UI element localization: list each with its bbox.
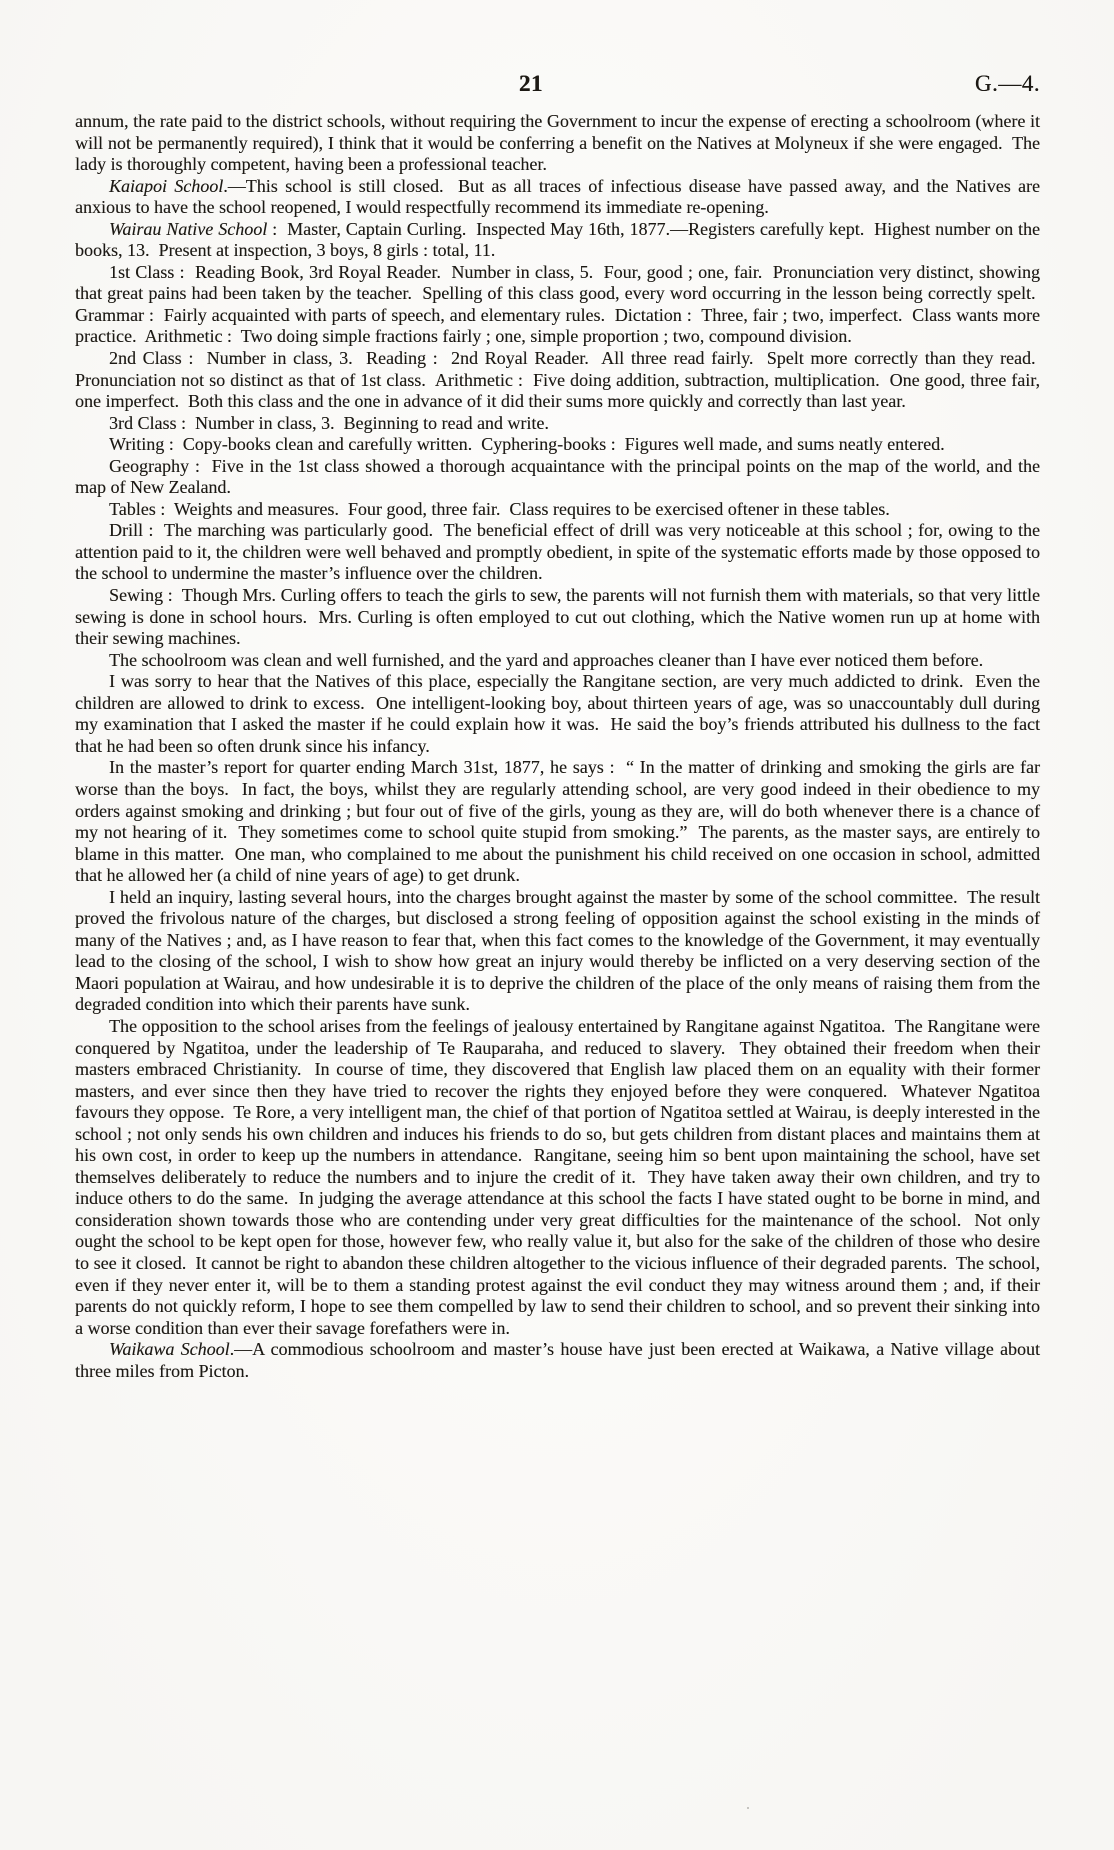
document-body — [75, 111, 1040, 1382]
text-segment: Writing : Copy-books clean and carefully written. Cyphering-books : Figures well made, and sums neatly entered. — [109, 434, 945, 455]
text-segment: The opposition to the school arises from the feelings of jealousy entertained by Rangitane against Ngatitoa. The Rangitane were conquered by Ngatitoa, under the leadership of Te Rauparaha, and reduced to slavery. They obtained their freedom when their masters embraced Christianity. In course of time, they discovered that English law placed them on an equality with their former masters, and ever since then they have tried to recover the rights they enjoyed before they were conquered. Whatever Ngatitoa favours they oppose. Te Rore, a very intelligent man, the chief of that portion of Ngatitoa settled at Wairau, is deeply interested in the school ; not only sends his own children and induces his friends to do so, but gets children from distant places and maintains them at his own cost, in order to keep up the numbers in attendance. Rangitane, seeing him so bent upon maintaining the school, have set themselves deliberately to reduce the numbers and to injure the credit of it. They have taken away their own children, and try to induce others to do the same. In judging the average attendance at this school the facts I have stated ought to be borne in mind, and consideration shown towards those who are contending under very great difficulties for the maintenance of the school. Not only ought the school to be kept open for those, however few, who really value it, but also for the sake of the children of those who desire to see it closed. It cannot be right to abandon these children altogether to the vicious influence of their degraded parents. The school, even if they never enter it, will be to them a standing protest against the evil conduct they may witness around them ; and, if their parents do not quickly reform, I hope to see them compelled by law to send their children to school, and so prevent their sinking into a worse condition than ever their savage forefathers were in. — [75, 1015, 1040, 1338]
text-segment: : Master, Captain Curling. Inspected May 16th, 1877.—Registers carefully kept. Highest number on the books, 13. Present at inspection, 3 boys, 8 girls : total, 11. — [75, 218, 1041, 261]
paragraph — [75, 650, 1040, 672]
paragraph — [75, 348, 1040, 413]
paragraph — [75, 499, 1040, 521]
text-segment: .—A commodious schoolroom and master’s house have just been erected at Waikawa, a Native village about three miles from Picton. — [75, 1339, 1040, 1381]
paragraph — [75, 671, 1040, 757]
paragraph — [75, 520, 1040, 585]
document-reference: G.—4. — [974, 71, 1040, 96]
text-segment: Drill : The marching was particularly good. The beneficial effect of drill was very noticeable at this school ; for, owing to the attention paid to it, the children were well behaved and promptly obedient, in spite of the systematic efforts made by those opposed to the school to undermine the master’s influence over the children. — [75, 520, 1040, 584]
text-segment: 2nd Class : Number in class, 3. Reading : 2nd Royal Reader. All three read fairly. Spelt more correctly than they read. Pronunciation not so distinct as that of 1st class. Arithmetic : Five doing addition, subtraction, multiplication. One good, three fair, one imperfect. Both this class and the one in advance of it did their sums more quickly and correctly than last year. — [75, 348, 1040, 412]
text-segment: 1st Class : Reading Book, 3rd Royal Reader. Number in class, 5. Four, good ; one, fair. Pronunciation very distinct, showing that great pains had been taken by the teacher. Spelling of this class good, every word occurring in the lesson being correctly spelt. Grammar : Fairly acquainted with parts of speech, and elementary rules. Dictation : Three, fair ; two, imperfect. Class wants more practice. Arithmetic : Two doing simple fractions fairly ; one, simple proportion ; two, compound division. — [75, 261, 1040, 347]
paragraph — [75, 219, 1040, 262]
paragraph — [75, 111, 1040, 176]
page-header — [75, 56, 1040, 102]
paragraph — [75, 434, 1040, 456]
text-segment: Sewing : Though Mrs. Curling offers to teach the girls to sew, the parents will not furnish them with materials, so that very little sewing is done in school hours. Mrs. Curling is often employed to cut out clothing, which the Native women run up at home with their sewing machines. — [75, 585, 1040, 649]
school-name-italic: Kaiapoi School — [109, 175, 224, 196]
school-name-italic: Waikawa School — [109, 1339, 230, 1360]
paragraph — [75, 1016, 1040, 1339]
paragraph — [75, 1339, 1040, 1382]
school-name-italic: Wairau Native School — [109, 218, 268, 239]
text-segment: .—This school is still closed. But as all traces of infectious disease have passed away, and the Natives are anxious to have the school reopened, I would respectfully recommend its immediate re-opening. — [75, 175, 1040, 218]
scan-speck — [473, 126, 476, 129]
paragraph — [75, 262, 1040, 348]
paragraph — [75, 456, 1040, 499]
text-segment: I was sorry to hear that the Natives of this place, especially the Rangitane section, are very much addicted to drink. Even the children are allowed to drink to excess. One intelligent-looking boy, about thirteen years of age, was so unaccountably dull during my examination that I asked the master if he could explain how it was. He said the boy’s friends attributed his dullness to the fact that he had been so often drunk since his infancy. — [75, 671, 1040, 756]
text-segment: annum, the rate paid to the district schools, without requiring the Government to incur the expense of erecting a schoolroom (where it will not be permanently required), I think that it would be conferring a benefit on the Natives at Molyneux if she were engaged. The lady is thoroughly competent, having been a professional teacher. — [75, 111, 1040, 175]
paragraph — [75, 176, 1040, 219]
paragraph — [75, 757, 1040, 886]
text-segment: Geography : Five in the 1st class showed a thorough acquaintance with the principal points on the map of the world, and the map of New Zealand. — [75, 455, 1040, 498]
text-segment: In the master’s report for quarter ending March 31st, 1877, he says : “ In the matter of drinking and smoking the girls are far worse than the boys. In fact, the boys, whilst they are regularly attending school, are very good indeed in their obedience to my orders against smoking and drinking ; but four out of five of the girls, young as they are, will do both whenever there is a chance of my not hearing of it. They sometimes come to school quite stupid from smoking.” The parents, as the master says, are entirely to blame in this matter. One man, who complained to me about the punishment his child received on one occasion in school, admitted that he allowed her (a child of nine years of age) to get drunk. — [75, 757, 1040, 886]
paragraph — [75, 413, 1040, 435]
text-segment: The schoolroom was clean and well furnished, and the yard and approaches cleaner than I have ever noticed them before. — [109, 649, 984, 670]
text-segment: I held an inquiry, lasting several hours, into the charges brought against the master by some of the school committee. The result proved the frivolous nature of the charges, but disclosed a strong feeling of opposition against the school existing in the minds of many of the Natives ; and, as I have reason to fear that, when this fact comes to the knowledge of the Government, it may eventually lead to the closing of the school, I wish to show how great an injury would thereby be inflicted on a very deserving section of the Maori population at Wairau, and how undesirable it is to deprive the children of the place of the only means of raising them from the degraded condition into which their parents have sunk. — [75, 886, 1040, 1015]
text-segment: Tables : Weights and measures. Four good, three fair. Class requires to be exercised oftener in these tables. — [109, 498, 890, 519]
scan-speck — [747, 1807, 749, 1809]
paragraph — [75, 887, 1040, 1016]
text-segment: 3rd Class : Number in class, 3. Beginning to read and write. — [109, 412, 549, 433]
paragraph — [75, 585, 1040, 650]
page-number: 21 — [518, 71, 543, 96]
